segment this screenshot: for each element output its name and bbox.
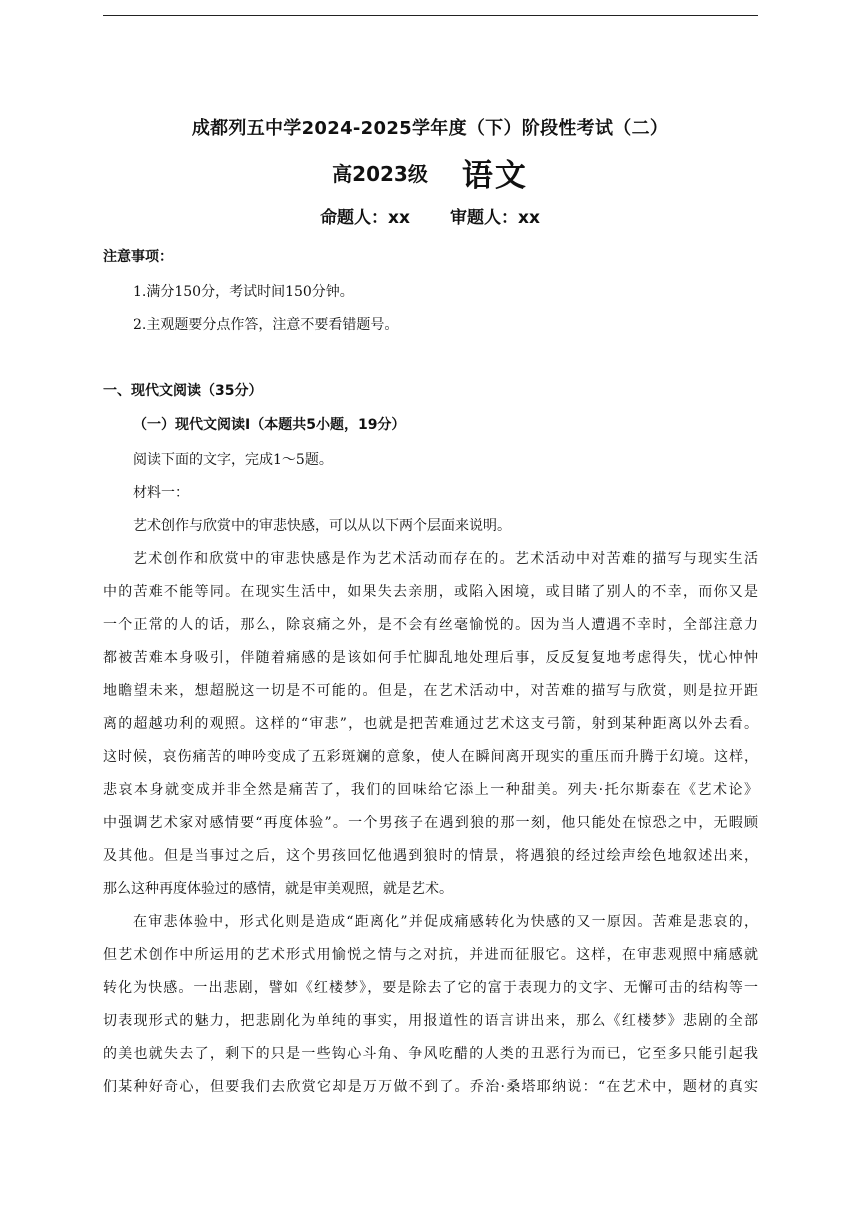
reviewer-label: 审题人：xx [450,208,540,228]
grade-subject-line [0,150,860,195]
notice-item: 2.主观题要分点作答，注意不要看错题号。 [133,317,399,333]
material-label: 材料一： [133,485,189,501]
notice-item: 1.满分150分，考试时间150分钟。 [133,284,354,300]
passage-line: 艺术创作与欣赏中的审悲快感，可以从以下两个层面来说明。 [133,518,511,534]
passage-line: 悲哀本身就变成并非全然是痛苦了，我们的回味给它添上一种甜美。列夫·托尔斯泰在《艺术论》 [103,782,758,798]
passage-line: 一个正常的人的话，那么，除哀痛之外，是不会有丝毫愉悦的。因为当人遭遇不幸时，全部注意力 [103,617,758,633]
passage-line: 转化为快感。一出悲剧，譬如《红楼梦》，要是除去了它的富于表现力的文字、无懈可击的结构等一 [103,980,758,996]
notice-heading: 注意事项： [103,249,173,265]
header-rule [103,15,758,16]
section-heading: 一、现代文阅读（35分） [103,383,263,399]
setter-label: 命题人：xx [320,208,410,228]
passage-line: 切表现形式的魅力，把悲剧化为单纯的事实，用报道性的语言讲出来，那么《红楼梦》悲剧的全部 [103,1013,758,1029]
passage-line: 那么这种再度体验过的感情，就是审美观照，就是艺术。 [103,881,453,897]
subject-title: 语文 [461,158,528,194]
sub-section-heading: （一）现代文阅读Ⅰ（本题共5小题，19分） [133,417,406,433]
passage-line: 及其他。但是当事过之后，这个男孩回忆他遇到狼时的情景，将遇狼的经过绘声绘色地叙述出来， [103,848,758,864]
passage-line: 离的超越功利的观照。这样的“审悲”，也就是把苦难通过艺术这支弓箭，射到某种距离以外去看。 [103,716,758,732]
passage-line: 的美也就失去了，剩下的只是一些钩心斗角、争风吃醋的人类的丑恶行为而已，它至多只能引起我 [103,1046,758,1062]
passage-line: 们某种好奇心，但要我们去欣赏它却是万万做不到了。乔治·桑塔耶纳说：“在艺术中，题材的真实 [103,1079,758,1095]
reading-instruction: 阅读下面的文字，完成1～5题。 [133,452,333,468]
passage-line: 中的苦难不能等同。在现实生活中，如果失去亲朋，或陷入困境，或目睹了别人的不幸，而你又是 [103,584,758,600]
passage-line: 中强调艺术家对感情要“再度体验”。一个男孩子在遇到狼的那一刻，他只能处在惊恐之中，无暇顾 [103,815,758,831]
authors-line [0,203,860,228]
passage-line: 在审悲体验中，形式化则是造成“距离化”并促成痛感转化为快感的又一原因。苦难是悲哀的， [133,914,758,930]
grade-label: 高2023级 [332,162,428,186]
passage-line: 地瞻望未来，想超脱这一切是不可能的。但是，在艺术活动中，对苦难的描写与欣赏，则是拉开距 [103,683,758,699]
passage-line: 但艺术创作中所运用的艺术形式用愉悦之情与之对抗，并进而征服它。这样，在审悲观照中痛感就 [103,947,758,963]
passage-line: 艺术创作和欣赏中的审悲快感是作为艺术活动而存在的。艺术活动中对苦难的描写与现实生活 [133,551,758,567]
passage-line: 都被苦难本身吸引，伴随着痛感的是该如何手忙脚乱地处理后事，反反复复地考虑得失，忧心忡忡 [103,650,758,666]
exam-title: 成都列五中学2024-2025学年度（下）阶段性考试（二） [191,118,669,139]
passage-line: 这时候，哀伤痛苦的呻吟变成了五彩斑斓的意象，使人在瞬间离开现实的重压而升腾于幻境。这样， [103,749,758,765]
